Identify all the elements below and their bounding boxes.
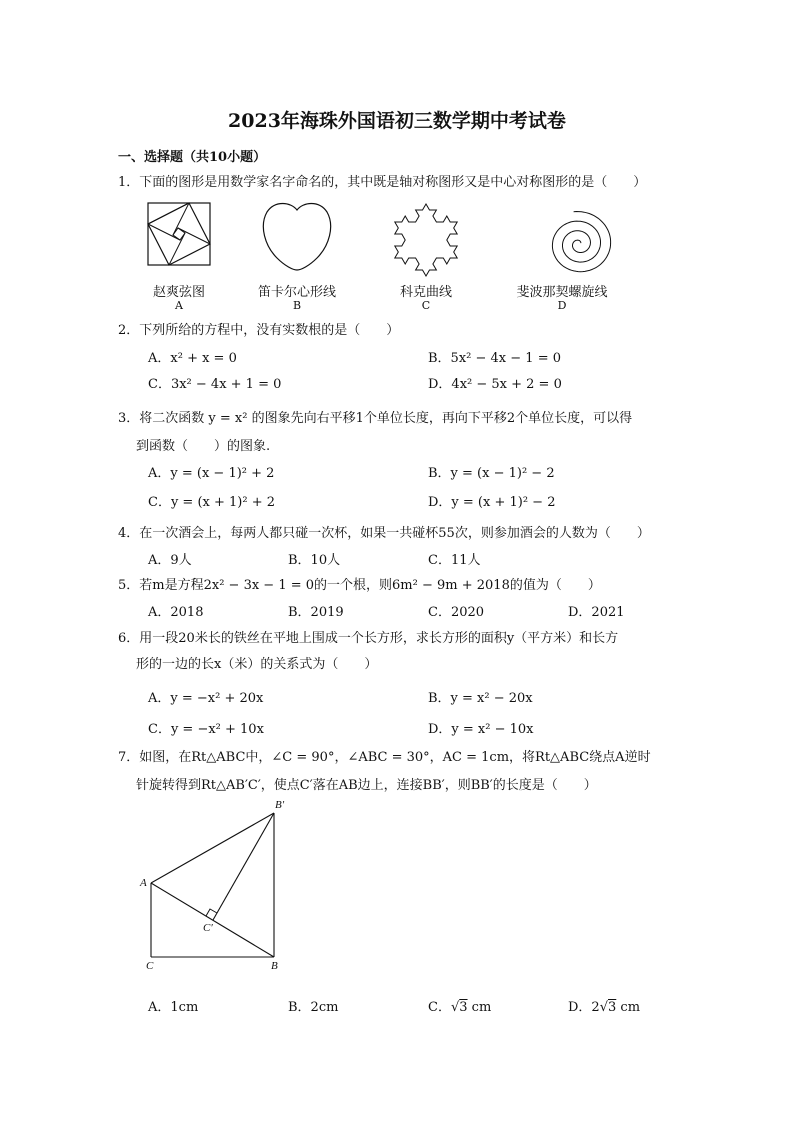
figure-a-label: A [175, 299, 183, 312]
fibonacci-spiral-icon [515, 206, 605, 266]
point-b-prime-label: B′ [275, 799, 285, 811]
figure-c-caption: 科克曲线 [399, 285, 452, 300]
point-c-label: C [146, 960, 154, 972]
option-c-prefix: C． [428, 1000, 451, 1015]
question-3-line-1: 3．将二次函数 y = x² 的图象先向右平移1个单位长度，再向下平移2个单位长度，可以得 [118, 411, 633, 426]
sqrt-sign: √ [450, 1000, 460, 1015]
option-d-unit: cm [620, 1000, 641, 1015]
question-6-line-2: 形的一边的长x（米）的关系式为（ ） [136, 657, 378, 672]
section-heading: 一、选择题（共10小题） [118, 150, 267, 165]
question-3-option-a: A．y = (x − 1)² + 2 [148, 466, 275, 481]
figure-c-label: C [421, 299, 431, 312]
rotated-triangle-diagram [140, 805, 290, 965]
question-5-option-d: D．2021 [568, 605, 625, 620]
point-b-label: B [271, 960, 278, 972]
question-1-text: 1．下面的图形是用数学家名字命名的，其中既是轴对称图形又是中心对称图形的是（ ） [118, 175, 647, 190]
question-5-option-c: C．2020 [428, 605, 485, 620]
question-2-text: 2．下列所给的方程中，没有实数根的是（ ） [118, 323, 400, 338]
question-3-option-c: C．y = (x + 1)² + 2 [148, 495, 275, 510]
question-4-option-c: C．11人 [428, 553, 481, 568]
question-6-option-d: D．y = x² − 10x [428, 722, 534, 737]
figure-d-label: D [557, 299, 567, 312]
cardioid-icon [261, 200, 333, 272]
question-7-line-2: 针旋转得到Rt△AB′C′，使点C′落在AB边上，连接BB′，则BB′的长度是（ ） [136, 778, 597, 793]
question-6-option-c: C．y = −x² + 10x [148, 722, 264, 737]
question-4-option-a: A．9人 [148, 553, 192, 568]
figure-a-caption: 赵爽弦图 [152, 285, 205, 300]
koch-snowflake-icon [384, 196, 468, 280]
point-c-prime-label: C′ [203, 922, 213, 934]
option-d-prefix: D．2 [568, 1000, 600, 1015]
question-4-text: 4．在一次酒会上，每两人都只碰一次杯，如果一共碰杯55次，则参加酒会的人数为（ ） [118, 526, 650, 541]
question-6-option-b: B．y = x² − 20x [428, 691, 533, 706]
sqrt-sign: √ [599, 1000, 608, 1015]
question-3-option-d: D．y = (x + 1)² − 2 [428, 495, 556, 510]
point-a-label: A [140, 877, 147, 889]
option-c-unit: cm [471, 1000, 492, 1015]
question-5-option-a: A．2018 [148, 605, 204, 620]
question-2-option-a: A．x² + x = 0 [148, 351, 237, 366]
question-7-option-b: B．2cm [288, 1000, 339, 1015]
page-title: 2023年海珠外国语初三数学期中考试卷 [228, 110, 566, 132]
question-5-option-b: B．2019 [288, 605, 344, 620]
question-3-line-2: 到函数（ ）的图象. [136, 439, 271, 454]
figure-b-caption: 笛卡尔心形线 [257, 285, 336, 300]
question-6-option-a: A．y = −x² + 20x [148, 691, 264, 706]
question-6-line-1: 6．用一段20米长的铁丝在平地上围成一个长方形，求长方形的面积y（平方米）和长方 [118, 631, 619, 646]
spiral-curve [552, 212, 610, 272]
question-2-option-b: B．5x² − 4x − 1 = 0 [428, 351, 561, 366]
question-3-option-b: B．y = (x − 1)² − 2 [428, 466, 555, 481]
question-5-text: 5．若m是方程2x² − 3x − 1 = 0的一个根，则6m² − 9m + 2018的值为（ ） [118, 578, 601, 593]
figure-d-caption: 斐波那契螺旋线 [516, 285, 608, 300]
figure-b-label: B [292, 299, 302, 312]
question-2-option-c: C．3x² − 4x + 1 = 0 [148, 377, 282, 392]
question-7-option-d [568, 996, 640, 1015]
zhao-shuang-diagram-icon [147, 202, 211, 266]
option-d-radicand: 3 [608, 1000, 617, 1015]
option-c-radicand: 3 [459, 1000, 468, 1015]
question-4-option-b: B．10人 [288, 553, 341, 568]
question-2-option-d: D．4x² − 5x + 2 = 0 [428, 377, 562, 392]
question-7-line-1: 7．如图，在Rt△ABC中，∠C = 90°，∠ABC = 30°，AC = 1cm，将Rt△ABC绕点A逆时 [118, 750, 651, 765]
koch-outline [395, 204, 457, 276]
question-7-option-c [428, 996, 491, 1015]
question-7-option-a: A．1cm [148, 1000, 199, 1015]
